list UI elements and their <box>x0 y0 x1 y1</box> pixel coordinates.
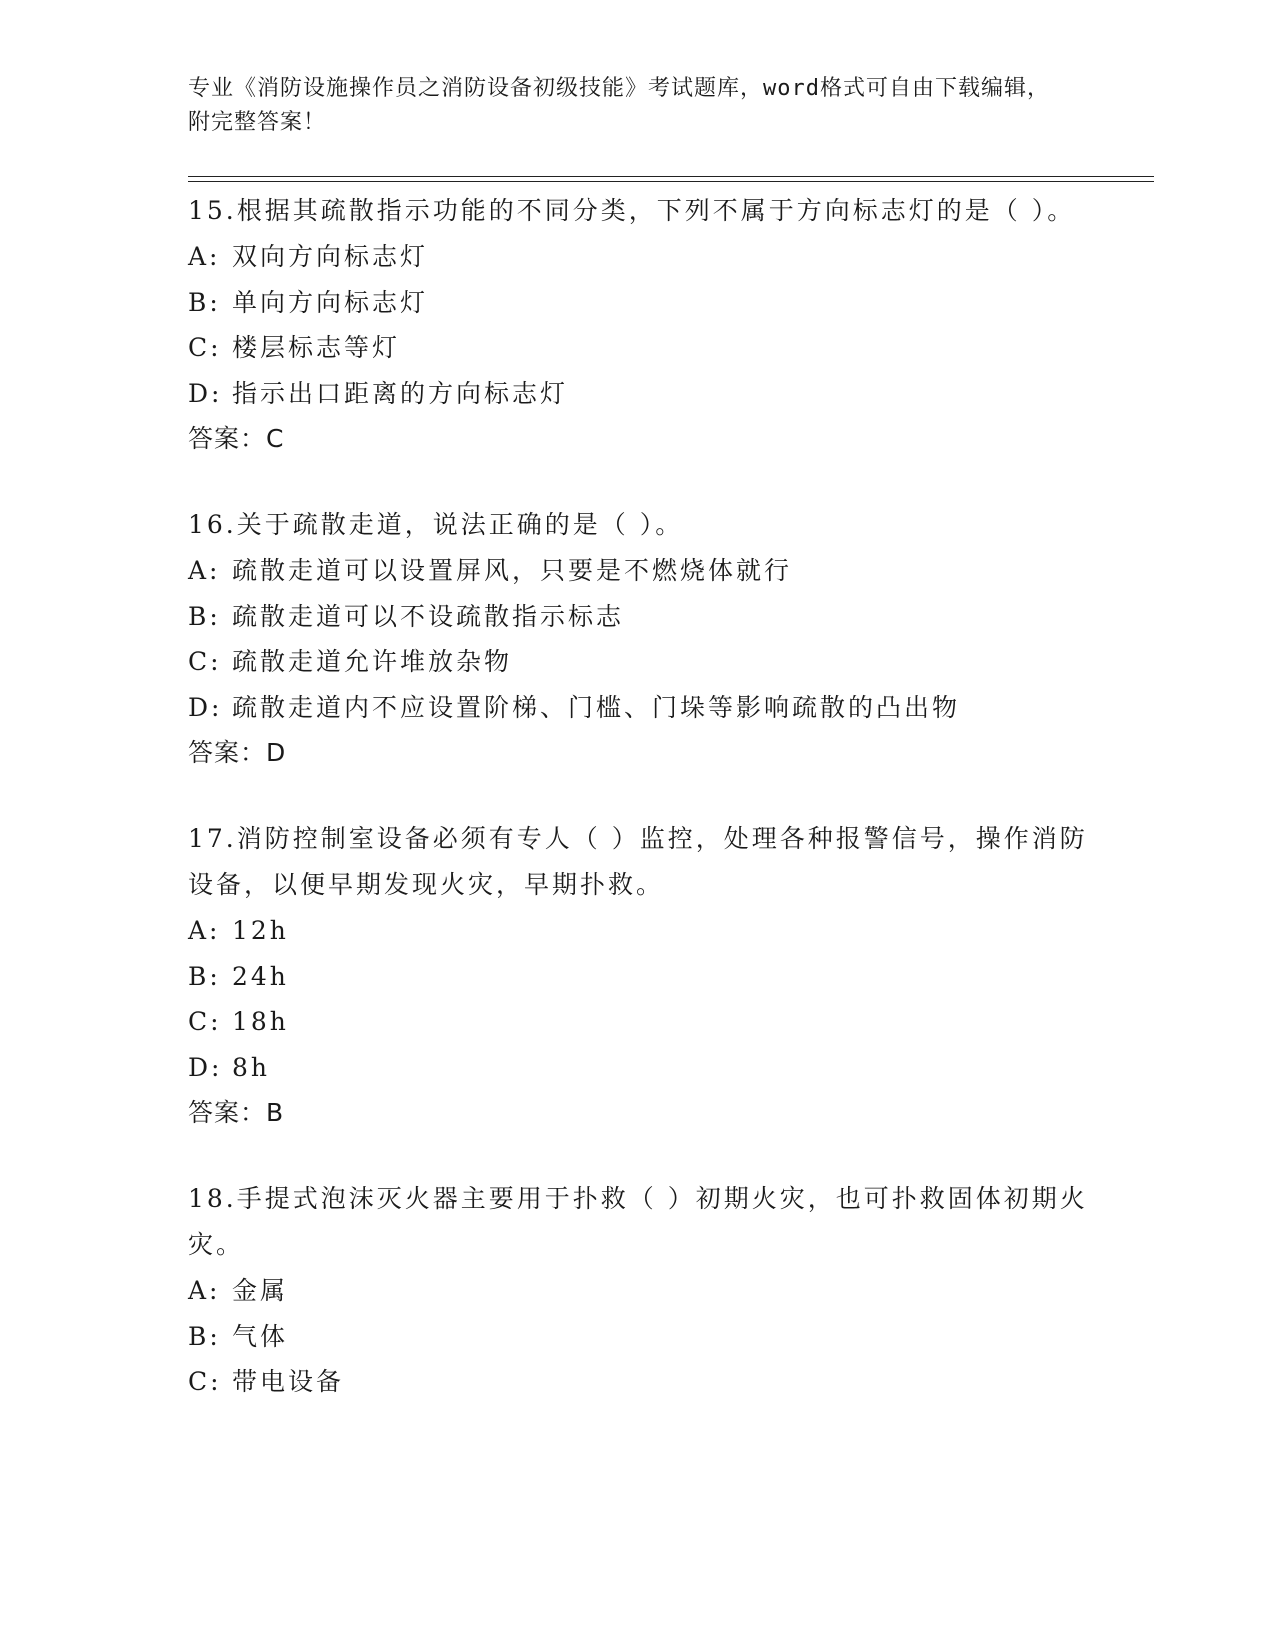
option-d <box>188 371 1088 417</box>
option-letter: D: <box>188 692 223 722</box>
question-stem: 16.关于疏散走道，说法正确的是（ ）。 <box>188 510 684 539</box>
option-b <box>188 1314 1088 1360</box>
option-text: 18h <box>232 1007 289 1036</box>
option-c <box>188 999 1088 1045</box>
option-text: 12h <box>232 916 289 945</box>
answer-line: 答案：B <box>188 1098 285 1127</box>
option-text: 带电设备 <box>232 1367 345 1396</box>
option-d <box>188 1045 1088 1091</box>
header-divider-bottom <box>188 181 1154 182</box>
option-letter: B: <box>188 1321 221 1351</box>
option-text: 气体 <box>232 1321 289 1351</box>
question-stem: 17.消防控制室设备必须有专人（ ）监控，处理各种报警信号，操作消防设备，以便早期发现火灾，早期扑救。 <box>188 824 1088 899</box>
option-text: 金属 <box>232 1276 289 1305</box>
option-text: 单向方向标志灯 <box>232 287 429 317</box>
option-b <box>188 280 1088 326</box>
option-letter: A: <box>188 556 221 585</box>
option-letter: A: <box>188 242 221 271</box>
option-text: 8h <box>232 1052 271 1082</box>
answer-line: 答案：D <box>188 738 287 767</box>
option-text: 疏散走道内不应设置阶梯、门槛、门垛等影响疏散的凸出物 <box>232 692 961 722</box>
option-text: 疏散走道可以不设疏散指示标志 <box>232 601 625 631</box>
option-b <box>188 594 1088 640</box>
option-a <box>188 908 1088 954</box>
question-block <box>188 816 1088 1136</box>
option-text: 疏散走道允许堆放杂物 <box>232 647 513 676</box>
option-letter: C: <box>188 647 222 676</box>
option-text: 指示出口距离的方向标志灯 <box>232 378 569 408</box>
document-intro: 专业《消防设施操作员之消防设备初级技能》考试题库，word格式可自由下载编辑，附完整答案！ <box>188 76 1050 135</box>
option-letter: C: <box>188 1367 222 1396</box>
question-stem: 15.根据其疏散指示功能的不同分类，下列不属于方向标志灯的是（ ）。 <box>188 196 1076 225</box>
option-letter: D: <box>188 1052 223 1082</box>
option-a <box>188 1268 1088 1314</box>
question-stem: 18.手提式泡沫灭火器主要用于扑救（ ）初期火灾，也可扑救固体初期火灾。 <box>188 1184 1088 1259</box>
option-text: 疏散走道可以设置屏风，只要是不燃烧体就行 <box>232 556 793 585</box>
option-text: 楼层标志等灯 <box>232 333 401 362</box>
option-a <box>188 234 1088 280</box>
question-block <box>188 188 1088 462</box>
option-letter: B: <box>188 601 221 631</box>
option-a <box>188 548 1088 594</box>
option-c <box>188 1359 1088 1405</box>
option-text: 双向方向标志灯 <box>232 242 429 271</box>
option-letter: A: <box>188 916 221 945</box>
option-letter: D: <box>188 378 223 408</box>
option-b <box>188 954 1088 1000</box>
option-letter: A: <box>188 1276 221 1305</box>
option-text: 24h <box>232 961 289 991</box>
question-block <box>188 1176 1088 1405</box>
option-letter: B: <box>188 287 221 317</box>
option-c <box>188 639 1088 685</box>
question-block <box>188 502 1088 776</box>
header-divider-top <box>188 176 1154 177</box>
option-d <box>188 685 1088 731</box>
option-letter: B: <box>188 961 221 991</box>
answer-line: 答案：C <box>188 424 285 453</box>
option-letter: C: <box>188 333 222 362</box>
option-letter: C: <box>188 1007 222 1036</box>
option-c <box>188 325 1088 371</box>
question-list <box>188 188 1088 1445</box>
